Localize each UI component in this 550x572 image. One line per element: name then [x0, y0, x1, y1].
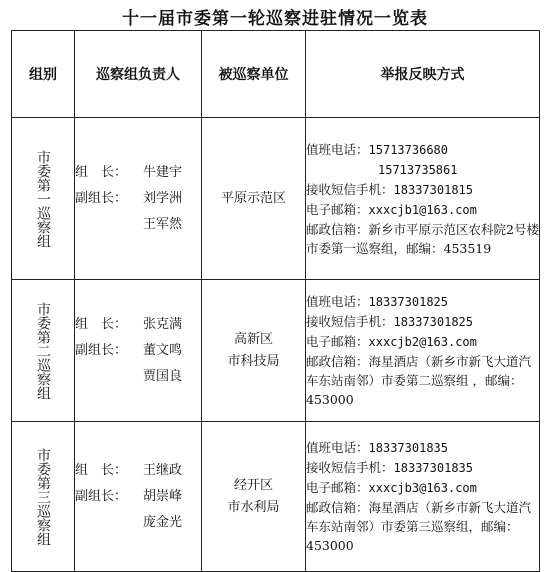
mail-label: 邮政信箱：: [306, 354, 369, 369]
leader-label: 组 长：: [75, 462, 128, 478]
unit-name: 经开区: [233, 477, 273, 493]
email-label: 电子邮箱：: [306, 334, 369, 349]
deputy-name: 董文鸣: [143, 342, 183, 358]
leader-name: 王继政: [143, 462, 183, 478]
email-address: xxxcjb3@163.com: [368, 481, 477, 495]
report-cell: [306, 118, 540, 280]
table-row: [12, 118, 540, 280]
deputy-label: 副组长：: [75, 488, 128, 504]
deputy-name: 刘学洲: [143, 190, 183, 206]
sms-number: 18337301825: [393, 315, 473, 329]
deputy-label: 副组长：: [75, 342, 128, 358]
deputy-label: 副组长：: [75, 190, 128, 206]
email-address: xxxcjb1@163.com: [368, 202, 477, 217]
leader-label: 组 长：: [75, 316, 128, 332]
sms-number: 18337301835: [393, 461, 473, 475]
header-leaders: 巡察组负责人: [75, 31, 202, 118]
group-name: 市委第一巡察组: [35, 149, 51, 248]
phone-number: 18337301825: [368, 295, 448, 309]
unit-cell: [202, 280, 306, 422]
deputy-name: 王军然: [143, 216, 183, 232]
phone-number: 18337301835: [368, 441, 448, 455]
leader-label: 组 长：: [75, 164, 128, 180]
email-address: xxxcjb2@163.com: [368, 335, 477, 349]
phone-label: 值班电话：: [306, 440, 369, 455]
leaders-cell: [75, 422, 202, 572]
phone-label: 值班电话：: [306, 141, 369, 157]
unit-name: 平原示范区: [220, 190, 286, 206]
mail-label: 邮政信箱：: [306, 500, 369, 515]
group-name-cell: [12, 118, 75, 280]
sms-label: 接收短信手机：: [306, 460, 394, 475]
phone-label: 值班电话：: [306, 294, 369, 309]
phone-number: 15713735861: [378, 162, 458, 177]
leaders-cell: [75, 280, 202, 422]
mail-address: 新乡市平原示范区农科院2号楼市委第一巡察组，邮编：453519: [306, 221, 539, 256]
unit-name: 高新区: [233, 331, 273, 347]
group-name: 市委第二巡察组: [35, 301, 51, 400]
leaders-cell: [75, 118, 202, 280]
sms-label: 接收短信手机：: [306, 181, 394, 197]
deputy-name: 胡崇峰: [143, 488, 183, 504]
header-group: 组别: [12, 31, 75, 118]
group-name: 市委第三巡察组: [35, 447, 51, 546]
mail-address: 海星酒店（新乡市新飞大道汽车东站南邻）市委第三巡察组，邮编：453000: [306, 500, 532, 553]
sms-label: 接收短信手机：: [306, 314, 394, 329]
header-unit: 被巡察单位: [202, 31, 306, 118]
unit-cell: [202, 422, 306, 572]
mail-label: 邮政信箱：: [306, 221, 369, 237]
deputy-name: 庞金光: [143, 514, 183, 530]
inspection-table: [11, 30, 540, 572]
deputy-name: 贾国良: [143, 368, 183, 384]
unit-name: 市水利局: [227, 499, 280, 515]
phone-number: 15713736680: [368, 142, 448, 157]
table-row: [12, 422, 540, 572]
group-name-cell: [12, 280, 75, 422]
sms-number: 18337301815: [393, 182, 473, 197]
email-label: 电子邮箱：: [306, 201, 369, 217]
report-cell: [306, 280, 540, 422]
report-cell: [306, 422, 540, 572]
group-name-cell: [12, 422, 75, 572]
leader-name: 牛建宇: [143, 164, 183, 180]
mail-address: 海星酒店（新乡市新飞大道汽车东站南邻）市委第二巡察组 ，邮编：453000: [306, 354, 532, 407]
header-row: [12, 31, 540, 118]
email-label: 电子邮箱：: [306, 480, 369, 495]
table-row: [12, 280, 540, 422]
unit-cell: [202, 118, 306, 280]
leader-name: 张克满: [143, 316, 183, 332]
page-title: 十一届市委第一轮巡察进驻情况一览表: [122, 9, 428, 29]
unit-name: 市科技局: [227, 353, 280, 369]
header-report: 举报反映方式: [306, 31, 540, 118]
